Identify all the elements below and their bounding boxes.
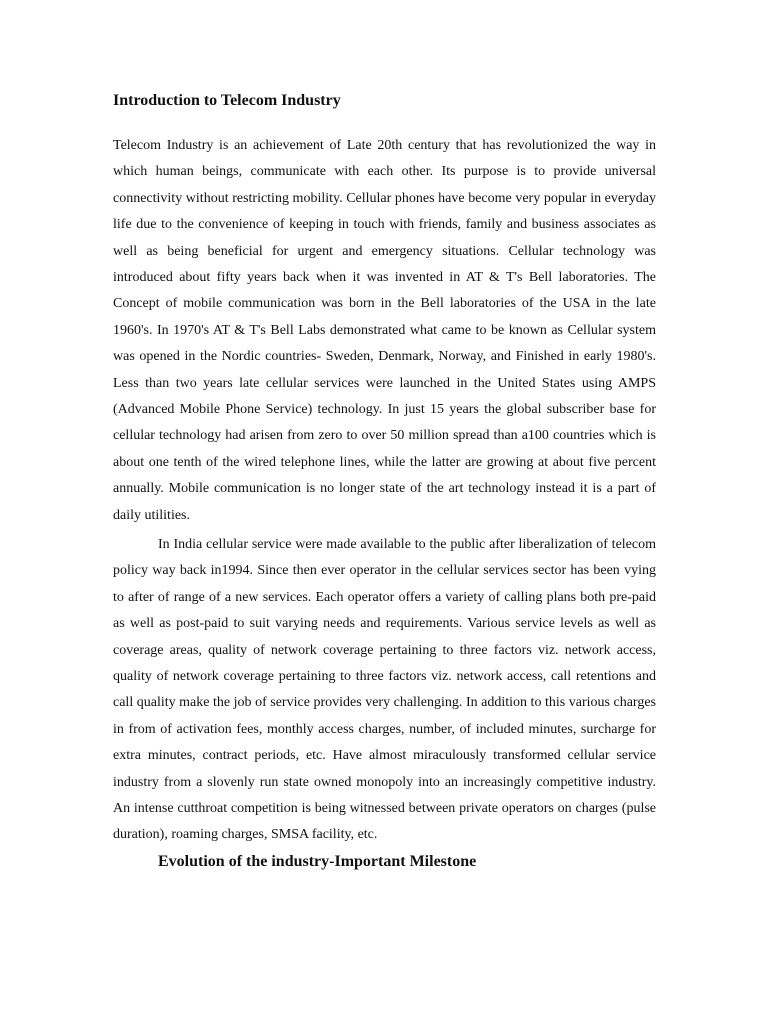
paragraph-india-cellular: In India cellular service were made available to the public after liberalization of telecom policy way back in1994. Since then ever operator in the cellular services sector has been vying to after of range of a new services. Each operator offers a variety of calling plans both pre-paid as well as post-paid to suit varying needs and requirements. Various service levels as well as coverage areas, quality of network coverage pertaining to three factors viz. network access, quality of network coverage pertaining to three factors viz. network access, call retentions and call quality make the job of service provides very challenging. In addition to this various charges in from of activation fees, monthly access charges, number, of included minutes, surcharge for extra minutes, contract periods, etc. Have almost miraculously transformed cellular service industry from a slovenly run state owned monopoly into an increasingly competitive industry. An intense cutthroat competition is being witnessed between private operators on charges (pulse duration), roaming charges, SMSA facility, etc. — [113, 537, 656, 843]
paragraph-introduction: Telecom Industry is an achievement of Late 20th century that has revolutionized the way in which human beings, communicate with each other. Its purpose is to provide universal connectivity without restricting mobility. Cellular phones have become very popular in everyday life due to the convenience of keeping in touch with friends, family and business associates as well as being beneficial for urgent and emergency situations. Cellular technology was introduced about fifty years back when it was invented in AT & T's Bell laboratories. The Concept of mobile communication was born in the Bell laboratories of the USA in the late 1960's. In 1970's AT & T's Bell Labs demonstrated what came to be known as Cellular system was opened in the Nordic countries- Sweden, Denmark, Norway, and Finished in early 1980's. Less than two years late cellular services were launched in the United States using AMPS (Advanced Mobile Phone Service) technology. In just 15 years the global subscriber base for cellular technology had arisen from zero to over 50 million spread than a100 countries which is about one tenth of the wired telephone lines, while the latter are growing at about five percent annually. Mobile communication is no longer state of the art technology instead it is a part of daily utilities. — [113, 138, 656, 523]
section-heading-evolution: Evolution of the industry-Important Milestone — [158, 853, 477, 870]
document-title: Introduction to Telecom Industry — [113, 92, 341, 109]
